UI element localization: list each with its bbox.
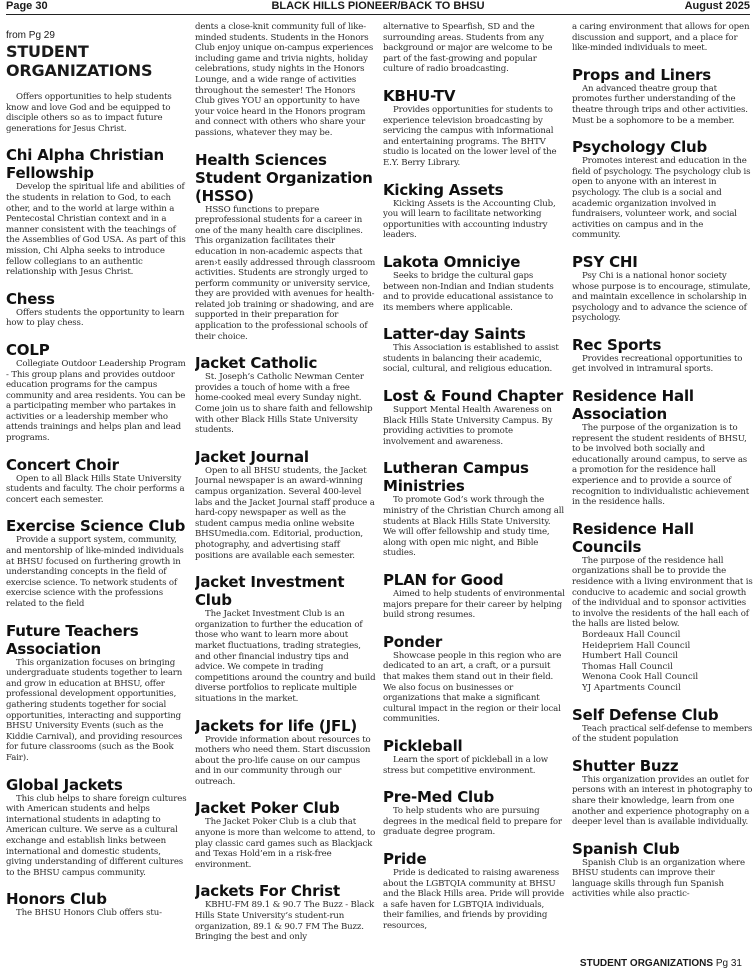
- organization-entry: [6, 290, 188, 329]
- organization-entry: [195, 354, 377, 436]
- organization-title: Exercise Science Club: [6, 517, 186, 536]
- organization-entry: [572, 336, 754, 375]
- organization-description: To promote God’s work through the ministry of the Christian Church among all students at Black Hills State University. We will offer fellowship and study time, along with open mic night, and Bible studies.: [383, 495, 564, 559]
- continued-on-jump: [580, 958, 742, 969]
- hall-council-item: Heidepriem Hall Council: [582, 640, 691, 651]
- column-4: [572, 22, 754, 972]
- organization-description: To help students who are pursuing degrees in the medical field to prepare for graduate degree program.: [383, 806, 562, 838]
- carryover-text: dents a close-knit community full of like-minded students. Students in the Honors Club enjoy unique on-campus experiences including game and trivia nights, holiday celebrations, study nights in the Honors Lounge, and a wide range of activities throughout the semester! The Honors Club gives YOU an opportunity to have your voice heard in the Honors program and connect with others who share your passions, whatever they may be.: [195, 22, 374, 138]
- organization-entry: [383, 87, 565, 169]
- organization-title: Health Sciences Student Organization (HSSO): [195, 150, 373, 205]
- organization-entry: [195, 448, 377, 561]
- organization-title: Spanish Club: [572, 839, 680, 858]
- organization-title: Ponder: [383, 632, 443, 651]
- organization-entry: [195, 799, 377, 870]
- organization-description: The Jacket Poker Club is a club that anyone is more than welcome to attend, to play classic card games such as Blackjack and Texas Hold’em in a risk-free environment.: [195, 817, 376, 870]
- organization-entry: [6, 146, 188, 277]
- organization-description: Kicking Assets is the Accounting Club, you will learn to facilitate networking opportunities with accounting industry leaders.: [383, 198, 556, 241]
- organization-entry: [6, 517, 188, 609]
- organization-title: Jacket Journal: [195, 447, 309, 466]
- organization-entry: [572, 253, 754, 324]
- organization-title: Jackets for life (JFL): [195, 716, 358, 735]
- organization-title: Concert Choir: [6, 455, 119, 474]
- organization-title: Honors Club: [6, 890, 107, 909]
- organization-description: Teach practical self-defense to members of the student population: [572, 723, 753, 745]
- organization-entry: [195, 882, 377, 942]
- organization-title: Lost & Found Chapter: [383, 387, 564, 406]
- organization-title: COLP: [6, 340, 50, 359]
- organization-title: Pickleball: [383, 736, 463, 755]
- organization-description: Provide a support system, community, and mentorship of like-minded individuals at BHSU focused on furthering growth in understanding concepts in the field of exercise science. To network students of exercise science with the professions related to the field: [6, 535, 184, 609]
- organization-entry: [383, 571, 565, 621]
- organization-description: Aimed to help students of environmental majors prepare for their career by helping build strong resumes.: [383, 589, 565, 621]
- organization-title: Chi Alpha Christian Fellowship: [6, 146, 165, 183]
- page-header: [6, 0, 750, 15]
- organization-title: Residence Hall Association: [572, 387, 694, 424]
- organization-description: This organization provides an outlet for persons with an interest in photography to share their knowledge, learn from one another and experience photography on a deeper level than is available individually.: [572, 774, 753, 828]
- organization-entry: [572, 138, 754, 241]
- organization-entry: [572, 387, 754, 508]
- organization-description: Open to all BHSU students, the Jacket Journal newspaper is an award-winning campus organization. Several 400-level labs and the Jacket Journal staff produce a hard-copy newspaper as well as the student campus media online website BHSUmedia.com. Editorial, production, photography, and advertising staff positions are available each semester.: [195, 465, 375, 561]
- organization-description: Develop the spiritual life and abilities of the students in relation to God, to each other, and to the world at large within a Pentecostal Christian context and in a manner consistent with the teachings of the Assemblies of God USA. As part of this mission, Chi Alpha seeks to introduce fellow collegians to an authentic relationship with Jesus Christ.: [6, 182, 186, 278]
- carryover-text: a caring environment that allows for open discussion and support, and a place for like-minded individuals to meet.: [572, 22, 750, 54]
- organization-description: Learn the sport of pickleball in a low stress but competitive environment.: [383, 754, 548, 776]
- organization-entry: [383, 788, 565, 838]
- organization-entry: [195, 573, 377, 704]
- organization-entry: [383, 850, 565, 932]
- organization-entry: [383, 253, 565, 313]
- organization-description: Pride is dedicated to raising awareness about the LGBTQIA community at BHSU and the Black Hills area. Pride will provide a safe haven for LGBTQIA individuals, their families, and friends by providing resources,: [383, 867, 565, 931]
- organization-entry: [6, 622, 188, 764]
- organization-title: Pre-Med Club: [383, 788, 495, 807]
- organization-entry: [572, 66, 754, 126]
- organization-description: This club helps to share foreign cultures with American students and helps international students in adapting to American culture. We serve as a cultural exchange and establish links between international and domestic students, giving understanding of different cultures to the BHSU campus community.: [6, 793, 187, 878]
- organization-description: Promotes interest and education in the field of psychology. The psychology club is open to anyone with an interest in psychology. The club is a social and academic organization involved in fundraisers, volunteer work, and social activities on campus and in the community.: [572, 156, 751, 241]
- organization-description: Provide information about resources to mothers who need them. Start discussion about the pro-life cause on our campus and in our community through our outreach.: [195, 734, 371, 787]
- article-columns: [6, 22, 754, 972]
- organization-entry: [6, 776, 188, 879]
- hall-council-item: Bordeaux Hall Council: [582, 629, 681, 640]
- organization-title: Chess: [6, 289, 55, 308]
- hall-council-item: Humbert Hall Council: [582, 651, 679, 662]
- organization-entry: [383, 737, 565, 776]
- organization-title: Rec Sports: [572, 335, 662, 354]
- organization-description: An advanced theatre group that promotes further understanding of the theatre through trips and other activities. Must be a sophomore to be a member.: [572, 83, 748, 126]
- organization-entry: [195, 151, 377, 343]
- organization-entry: [572, 840, 754, 900]
- jump-label: STUDENT ORGANIZATIONS: [579, 958, 714, 969]
- organization-title: Props and Liners: [572, 65, 712, 84]
- organization-title: Residence Hall Councils: [572, 519, 694, 556]
- page-number: Page 30: [6, 0, 48, 12]
- hall-council-item: Wenona Cook Hall Council: [582, 672, 699, 683]
- organization-title: Lutheran Campus Ministries: [383, 459, 529, 496]
- organization-description: Provides recreational opportunities to get involved in intramural sports.: [572, 353, 743, 375]
- hall-council-item: Thomas Hall Council: [582, 661, 673, 672]
- organization-description: The Jacket Investment Club is an organization to further the education of those who want to learn more about market fluctuations, trading strategies, and other financial industry tips and advice. We compete in trading competitions around the country and build diverse portfolios to replicate multiple situations in the market.: [195, 609, 376, 704]
- organization-entry: [6, 341, 188, 444]
- organization-entry: [383, 325, 565, 375]
- carryover-text: alternative to Spearfish, SD and the surrounding areas. Students from any background or major are welcome to be part of the fast-growing and popular culture of radio broadcasting.: [383, 22, 553, 75]
- organization-description: The BHSU Honors Club offers stu-: [16, 908, 162, 919]
- organization-description: HSSO functions to prepare preprofessional students for a career in one of the many health care disciplines. This organization facilitates their education in non-academic aspects that aren›t easily addressed through classroom activities. Students are strongly urged to perform community or university service, they are provided with avenues for health-related job training or shadowing, and are supported in their preparation for application to the professional schools of their choice.: [195, 204, 376, 342]
- organization-description: This Association is established to assist students in balancing their academic, social, cultural, and religious education.: [383, 343, 559, 375]
- column-3: [383, 22, 565, 972]
- organization-description: This organization focuses on bringing undergraduate students together to learn and grow in education at BHSU, offer professional development opportunities, gathering students together for social opportunities, interacting and supporting BHSU University Events (such as the Kiddie Carnival), and providing resources for future classrooms (such as the Book Fair).: [6, 657, 183, 763]
- organization-title: Jacket Investment Club: [195, 573, 345, 610]
- organization-entry: [383, 181, 565, 241]
- column-1: [6, 22, 188, 972]
- organization-description: Collegiate Outdoor Leadership Program - This group plans and provides outdoor education programs for the campus community and area residents. You can be a participating member who partakes in activities or a leadership member who attends trainings and helps plan and lead programs.: [6, 358, 186, 444]
- organization-title: Psychology Club: [572, 138, 708, 157]
- organization-description: Psy Chi is a national honor society whose purpose is to encourage, stimulate, and maintain excellence in scholarship in psychology and to advance the science of psychology.: [572, 270, 751, 324]
- organization-entry: [6, 456, 188, 506]
- organization-description: Support Mental Health Awareness on Black Hills State University Campus. By providing activities to promote involvement and awareness.: [383, 405, 553, 447]
- organization-description: Open to all Black Hills State University students and faculty. The choir performs a concert each semester.: [6, 473, 185, 505]
- organization-description: Spanish Club is an organization where BHSU students can improve their language skills through fun Spanish activities while also practic-: [572, 857, 745, 900]
- organization-description: St. Joseph’s Catholic Newman Center provides a touch of home with a free home-cooked meal every Sunday night. Come join us to share faith and fellowship with other Black Hills State University students.: [195, 372, 373, 436]
- organization-entry: [383, 387, 565, 447]
- organization-description: The purpose of the organization is to represent the student residents of BHSU, to be involved both socially and educationally around campus, to serve as a promotion for the residence hall experience and to provide a source of recognition to individualistic achievement in the residence halls.: [572, 423, 750, 508]
- organization-entry: [383, 459, 565, 559]
- organization-entry: [572, 757, 754, 828]
- organization-title: Jacket Catholic: [195, 354, 318, 373]
- carryover-text: Offers opportunities to help students know and love God and be equipped to disciple others so as to impact future generations for Jesus Christ.: [6, 92, 172, 134]
- organization-description: Showcase people in this region who are dedicated to an art, a craft, or a pursuit that makes them stand out in their field. We also focus on businesses or organizations that make a significant cultural impact in the region or their local communities.: [383, 650, 562, 725]
- issue-date: August 2025: [684, 0, 750, 12]
- continued-from: from Pg 29: [6, 30, 55, 41]
- hall-council-list: [572, 630, 754, 694]
- organization-title: Jackets For Christ: [195, 882, 340, 901]
- organization-entry: [6, 890, 188, 919]
- organization-title: PLAN for Good: [383, 571, 504, 589]
- organization-entry: [195, 717, 377, 788]
- organization-title: Shutter Buzz: [572, 756, 679, 775]
- organization-entry: [383, 633, 565, 725]
- jump-page: Pg 31: [715, 958, 742, 969]
- organization-description: Provides opportunities for students to experience television broadcasting by servicing the campus with informational and entertaining programs. The BHTV studio is located on the lower level of the E.Y. Berry Library.: [383, 104, 557, 168]
- organization-title: Pride: [383, 849, 427, 868]
- hall-council-item: YJ Apartments Council: [582, 682, 681, 693]
- section-title: STUDENT ORGANIZATIONS: [6, 42, 153, 80]
- column-2: [195, 22, 377, 972]
- organization-title: Self Defense Club: [572, 705, 719, 724]
- organization-title: Jacket Poker Club: [195, 799, 340, 818]
- organization-title: Future Teachers Association: [6, 621, 139, 658]
- organization-description: KBHU-FM 89.1 & 90.7 The Buzz - Black Hills State University’s student-run organization, 89.1 & 90.7 FM The Buzz. Bringing the best and only: [195, 900, 374, 943]
- organization-entry: [572, 706, 754, 745]
- publication-title: BLACK HILLS PIONEER/BACK TO BHSU: [271, 0, 485, 12]
- organization-entry: [572, 520, 754, 694]
- organization-title: KBHU-TV: [383, 86, 456, 105]
- organization-title: PSY CHI: [572, 252, 638, 271]
- organization-description: The purpose of the residence hall organizations shall be to provide the residence with a living environment that is conducive to academic and social growth of the individual and to sponsor activities to involve the residents of the hall each of the halls are listed below.: [572, 555, 753, 630]
- organization-title: Global Jackets: [6, 775, 123, 794]
- organization-title: Latter-day Saints: [383, 325, 526, 344]
- organization-description: Offers students the opportunity to learn how to play chess.: [6, 307, 185, 329]
- organization-title: Kicking Assets: [383, 180, 504, 199]
- organization-title: Lakota Omniciye: [383, 252, 521, 271]
- organization-description: Seeks to bridge the cultural gaps between non-Indian and Indian students and to provide educational assistance to its members where applicable.: [383, 270, 554, 313]
